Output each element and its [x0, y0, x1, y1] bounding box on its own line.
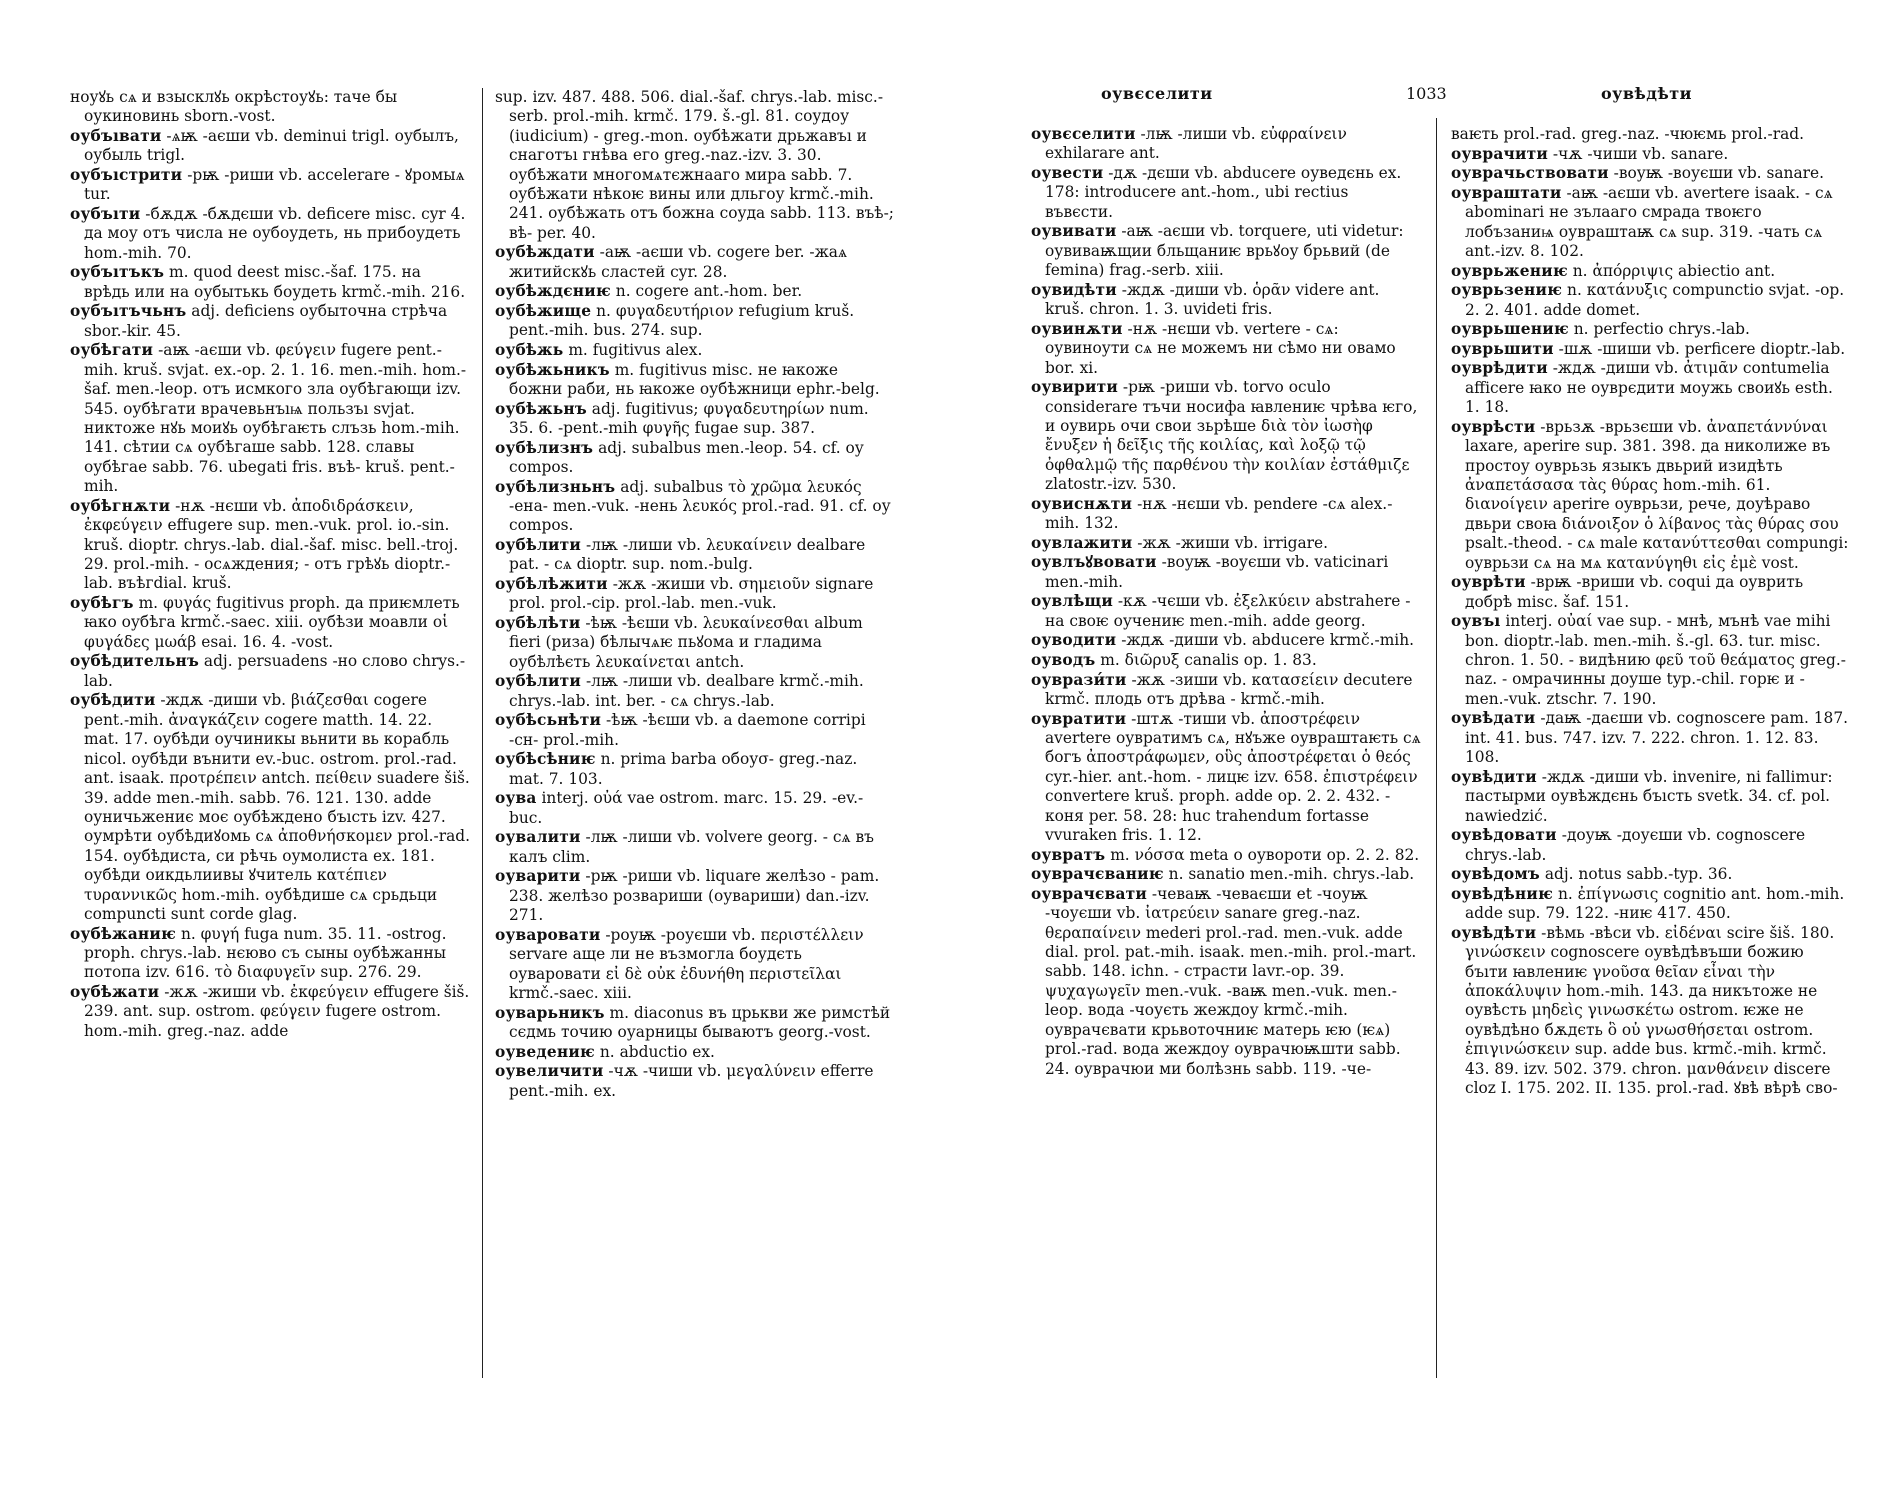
- dictionary-entry: [70, 302, 470, 341]
- entry-definition: -нѫ -нєши vb. vertere - сѧ: оувиноути сѧ не можемъ ни сѣмо ни овамо bor. xi.: [1045, 319, 1396, 377]
- entry-definition: -ждѫ -диши vb. βιάζεσθαι cogere pent.-mih. ἀναγκάζειν cogere matth. 14. 22. mat. 17. оубѣди оучиникы вьнити вь корабль nicol. оубѣди вънити ev.-buc. ostrom. prol.-rad. ant. isaak. προτρέπειν antch. πείθειν suadere šiš. 39. adde men.-mih. sabb. 76. 121. 130. adde оуничьжениє моє оубѣждено бъıсть izv. 427. оумрѣти оубѣдиꙋомь сѧ ἀποθνήσκομεν prol.-rad. 154. оубѣдиста, си рѣчь оумолиста ex. 181. оубѣди оикдьлиивы ꙋчитель κατέπιεν τυραννικῶς hom.-mih. оубѣдише сѧ срьдьци compuncti sunt corde glag.: [84, 691, 470, 923]
- dictionary-entry: [1451, 573, 1851, 612]
- entry-definition: interj. οὐά vae ostrom. marc. 15. 29. -ev.-buc.: [509, 789, 864, 827]
- entry-headword: оубъıстрити: [70, 166, 183, 184]
- entry-definition: -ѣѭ -ѣєши vb. a daemone corripi -сн- prol.-mih.: [509, 711, 866, 749]
- entry-headword: оуврачити: [1451, 144, 1548, 163]
- entry-definition: -ждѫ -диши vb. ὁρᾶν videre ant. kruš. chron. 1. 3. uvideti fris.: [1045, 280, 1380, 319]
- entry-headword: оубѣжьнъ: [495, 399, 587, 418]
- entry-definition: -нѫ -нєши vb. ἀποδιδράσκειν, ἐκφεύγειν effugere sup. men.-vuk. prol. io.-sin. kruš. dioptr. chrys.-lab. dial.-šaf. misc. bell.-troj. 29. prol.-mih. - осѧждения; - отъ грѣꙋь dioptr.-lab. въѣгdial. kruš.: [84, 496, 459, 593]
- entry-definition: -ѧѭ -аєши vb. deminui trigl. оубылъ, оубыль trigl.: [84, 127, 459, 165]
- entry-headword: оувратити: [1031, 709, 1127, 728]
- entry-headword: оуврѣти: [1451, 573, 1526, 592]
- entry-definition: -лѭ -лиши vb. volvere georg. - сѧ въ калъ clim.: [509, 828, 874, 866]
- right-page: [951, 0, 1902, 1500]
- dictionary-entry: [1451, 768, 1851, 826]
- entry-definition: interj. οὐαί vae sup. - мнѣ, мънѣ vae mihi bon. dioptr.-lab. men.-mih. š.-gl. 63. tur. misc. chron. 1. 50. - видѣнию φεῦ τοῦ θεάματος greg.-naz. - омрачинны доуше typ.-chil. горѥ и - men.-vuk. ztschr. 7. 190.: [1465, 612, 1846, 708]
- entry-headword: оуврьшениѥ: [1451, 320, 1569, 339]
- dictionary-entry: [1451, 612, 1851, 709]
- entry-headword: оувинѫти: [1031, 319, 1123, 338]
- entry-definition: n. perfectio chrys.-lab.: [1573, 320, 1750, 339]
- dictionary-entry: [495, 400, 895, 439]
- entry-headword: оувирити: [1031, 378, 1118, 397]
- entry-definition: n. φυγαδευτήριον refugium kruš. pent.-mih. bus. 274. sup.: [509, 302, 855, 340]
- entry-headword: оува: [495, 789, 537, 808]
- entry-headword: оубѣдити: [70, 691, 156, 710]
- dictionary-entry: [495, 1062, 895, 1101]
- entry-definition: ноуꙋь сѧ и взысклꙋь окрѣстоуꙋь: таче бы оукиновинь sborn.-vost.: [70, 88, 398, 126]
- entry-headword: оубѣсьнѣти: [495, 711, 602, 730]
- dictionary-entry: [70, 341, 470, 496]
- entry-headword: оуврьшити: [1451, 339, 1554, 358]
- entry-definition: m. fugitivus alex.: [568, 341, 703, 360]
- entry-headword: оубѣждати: [495, 243, 595, 262]
- entry-definition: adj. notus sabb.-typ. 36.: [1544, 865, 1733, 884]
- dictionary-entry: [495, 439, 895, 478]
- right-column-1: [1031, 125, 1421, 1485]
- dictionary-entry: [495, 789, 895, 828]
- entry-headword: оубѣгати: [70, 341, 154, 360]
- entry-headword: оувѣдѣти: [1451, 923, 1537, 942]
- entry-headword: оубѣжати: [70, 982, 160, 1001]
- entry-definition: -врѭ -вриши vb. coqui да оуврить добрѣ misc. šaf. 151.: [1465, 573, 1804, 611]
- dictionary-entry: [495, 828, 895, 867]
- dictionary-entry: [70, 652, 470, 691]
- dictionary-entry: [70, 691, 470, 924]
- entry-headword: оубѣжище: [495, 302, 592, 321]
- entry-headword: оувалити: [495, 828, 581, 847]
- entry-headword: оувѣдовати: [1451, 826, 1557, 845]
- column-rule: [1436, 118, 1437, 1378]
- entry-headword: оуврачєваниѥ: [1031, 865, 1164, 884]
- entry-definition: -ждѫ -диши vb. invenire, ni fallimur: пастырми оувѣждєнь бъıсть svetk. 34. cf. pol. nawiedzić.: [1465, 767, 1833, 825]
- entry-definition: -чѫ -чиши vb. μεγαλύνειν efferre pent.-mih. ex.: [509, 1062, 874, 1100]
- entry-definition: -рѭ -риши vb. torvo oculo considerare тъчи носифа ꙗвлениѥ чрѣва ѥго, и оувирь очи свои зьрѣше διὰ τὸν ἰωσὴφ ἔνυξεν ἡ δεῖξις τῆς κοιλίας, καὶ λοξῷ τῷ ὀφθαλμῷ τῆς παρθένου τὴν κοιλίαν ἐστάθμιζε zlatostr.-izv. 530.: [1045, 378, 1418, 494]
- entry-headword: оувлъꙋвовати: [1031, 553, 1157, 572]
- entry-headword: оувъı: [1451, 612, 1501, 631]
- entry-headword: оубѣгъ: [70, 594, 134, 613]
- dictionary-entry: [495, 614, 895, 672]
- entry-headword: оубѣждєниѥ: [495, 282, 611, 301]
- entry-headword: оубѣлизньнъ: [495, 477, 616, 496]
- dictionary-entry: [1451, 281, 1851, 320]
- entry-definition: -кѫ -чєши vb. ἐξελκύειν abstrahere - на своѥ оучениѥ men.-mih. adde georg.: [1045, 592, 1411, 630]
- entry-definition: -шѫ -шиши vb. perficere dioptr.-lab.: [1558, 339, 1846, 358]
- entry-definition: -аѭ -аєши vb. φεύγειν fugere pent.-mih. kruš. svjat. ex.-op. 2. 1. 16. men.-mih. hom.-šaf. men.-leop. отъ исмкого зла оубѣгающи izv. 545. оубѣгати врачевьнъıѩ пользъı svjat. никтоже нꙋь моиꙋь оубѣгаѥть слъзь hom.-mih. 141. сѣтии сѧ оубѣгаше sabb. 128. славы оубѣгае sabb. 76. ubegati fris. въѣ- kruš. pent.-mih.: [84, 341, 467, 496]
- entry-definition: -воуѭ -воуєши vb. sanare.: [1613, 164, 1824, 183]
- entry-definition: adj. subalbus τὸ χρῶμα λευκός -ена- men.-vuk. -нень λευκός prol.-rad. 91. cf. оу compos.: [509, 477, 891, 535]
- entry-definition: n. κατάνυξις compunctio svjat. -op. 2. 2. 401. adde domet.: [1465, 281, 1845, 319]
- entry-definition: -ждѫ -диши vb. ἀτιμᾶν contumelia afficere ꙗко не оуврєдити моужь своиꙋь esth. 1. 18.: [1465, 359, 1833, 417]
- dictionary-entry: [495, 243, 895, 282]
- entry-headword: оувести: [1031, 164, 1104, 182]
- entry-headword: оубѣжаниѥ: [70, 924, 177, 943]
- entry-definition: -бѫдѫ -бѫдєши vb. deficere misc. cyr 4. да моу отъ числа не оубоудеть, нь прибоудеть hom.-mih. 70.: [84, 205, 466, 262]
- entry-headword: оувеличити: [495, 1062, 604, 1081]
- left-column-1: [70, 88, 470, 1483]
- dictionary-entry: [1451, 418, 1851, 573]
- entry-definition: n. ἐπίγνωσις cognitio ant. hom.-mih. adde sup. 79. 122. -ниѥ 417. 450.: [1465, 884, 1845, 923]
- entry-definition: -чеваѭ -чеваєши et -чоуѭ -чоуєши vb. ἰατρεύειν sanare greg.-naz. θεραπαίνειν mederi prol.-rad. men.-vuk. adde dial. prol. pat.-mih. isaak. men.-mih. prol.-mart. sabb. 148. ichn. - страсти lavr.-op. 39. ψυχαγωγεῖν men.-vuk. -ваѭ men.-vuk. men.-leop. вода -чоуєть жеждоу krmč.-mih. оуврачєвати крьвоточниѥ матерь ѥю (ѥѧ) prol.-rad. вода жеждоу оуврачюѭшти sabb. 24. оуврачюи ми болѣзнь sabb. 119. -че-: [1045, 884, 1417, 1078]
- entry-headword: оубѣлити: [495, 536, 582, 555]
- entry-definition: adj. deficiens оубыточна стрѣча sbor.-kir. 45.: [84, 302, 448, 340]
- entry-headword: оуврьзениѥ: [1451, 281, 1563, 300]
- dictionary-entry: [1451, 865, 1851, 884]
- dictionary-entry: [1031, 222, 1421, 280]
- entry-definition: -рѭ -риши vb. accelerare - ꙋромыѧ tur.: [84, 166, 465, 204]
- entry-headword: оубъıвати: [70, 127, 162, 145]
- dictionary-entry: [495, 1043, 895, 1062]
- entry-headword: оуврачьствовати: [1451, 164, 1609, 183]
- entry-headword: оувратъ: [1031, 845, 1106, 864]
- dictionary-entry: [70, 88, 470, 127]
- entry-definition: -доуѭ -доуєши vb. cognoscere chrys.-lab.: [1465, 826, 1806, 864]
- entry-definition: -ждѫ -диши vb. abducere krmč.-mih.: [1121, 631, 1415, 650]
- entry-definition: m. diaconus въ црькви же римстѣй сєдмь точию оуарницы бываютъ georg.-vost.: [509, 1003, 891, 1042]
- entry-headword: оубѣжьникъ: [495, 360, 610, 379]
- entry-headword: оубѣлѣти: [495, 614, 581, 633]
- entry-definition: m. quod deest misc.-šaf. 175. на врѣдь или на оубытькь боудеть krmč.-mih. 216.: [84, 263, 466, 301]
- entry-definition: adj. subalbus men.-leop. 54. cf. оу compos.: [509, 438, 864, 477]
- dictionary-entry: [1451, 184, 1851, 262]
- dictionary-entry: [1451, 164, 1851, 183]
- dictionary-entry: [70, 925, 470, 983]
- entry-headword: оувѣдати: [1451, 709, 1536, 728]
- dictionary-entry: [495, 711, 895, 750]
- dictionary-entry: [495, 282, 895, 301]
- dictionary-entry: [495, 361, 895, 400]
- dictionary-entry: [1031, 281, 1421, 320]
- dictionary-entry: [1031, 592, 1421, 631]
- dictionary-entry: [495, 672, 895, 711]
- entry-headword: оубѣлѣжити: [495, 575, 608, 594]
- dictionary-entry: [495, 536, 895, 575]
- entry-definition: -жѫ -жиши vb. ἐκφεύγειν effugere šiš. 239. ant. sup. ostrom. φεύγειν fugere ostrom. hom.-mih. greg.-naz. adde: [84, 982, 470, 1040]
- dictionary-entry: [1451, 262, 1851, 281]
- column-rule: [482, 88, 483, 1378]
- entry-definition: -вѣмь -вѣси vb. εἰδέναι scire šiš. 180. γινώσκειν cognoscere оувѣдѣвъши божию бъıти ꙗвлениѥ γνοῦσα θεῖαν εἶναι τὴν ἀποκάλυψιν hom.-mih. 143. да никътоже не оувѣсть μηδεὶς γινωσκέτω ostrom. ѥже не оувѣдѣно бѫдєть ὃ οὐ γνωσθήσεται ostrom. ἐπιγινώσκειν sup. adde bus. krmč.-mih. krmč. 43. 89. izv. 502. 379. chron. μανθάνειν discere cloz I. 175. 202. II. 135. prol.-rad. ꙋвѣ вѣрѣ сво-: [1465, 923, 1838, 1098]
- entry-definition: -даѭ -даєши vb. cognoscere pam. 187. int. 41. bus. 747. izv. 7. 222. chron. 1. 12. 83. 108.: [1465, 709, 1849, 767]
- entry-headword: оуврази́ти: [1031, 670, 1127, 689]
- dictionary-entry: [1031, 553, 1421, 592]
- entry-definition: -аѭ -аєши vb. cogere ber. -жаѧ житийскꙋь сластей cyr. 28.: [509, 243, 848, 281]
- dictionary-entry: [70, 127, 470, 166]
- entry-definition: n. φυγή fuga num. 35. 11. -ostrog. proph. chrys.-lab. нєюво съ сыны оубѣжанны потопа izv. 616. τὸ διαφυγεῖν sup. 276. 29.: [84, 924, 447, 982]
- right-column-2: [1451, 125, 1851, 1485]
- entry-definition: -лѭ -лиши vb. εὐφραίνειν exhilarare ant.: [1045, 125, 1347, 163]
- dictionary-entry: [1451, 709, 1851, 767]
- entry-headword: оубѣлити: [495, 672, 582, 691]
- entry-definition: n. cogere ant.-hom. ber.: [615, 282, 803, 301]
- entry-definition: -воуѭ -воуєши vb. vaticinari men.-mih.: [1045, 553, 1389, 591]
- header-left-guideword: оувєселити: [1101, 84, 1213, 103]
- entry-definition: -лѭ -лиши vb. dealbare krmč.-mih. chrys.-lab. int. ber. - сѧ chrys.-lab.: [509, 672, 864, 710]
- entry-definition: -роуѭ -роуєши vb. περιστέλλειν servare аще ли не възмогла боудєть оуваровати εἰ δὲ οὐκ ἐδυνήθη περιστεῖλαι krmč.-saec. xiii.: [509, 925, 864, 1003]
- entry-definition: -жѫ -жиши vb. irrigare.: [1137, 533, 1329, 552]
- left-column-2: [495, 88, 895, 1483]
- entry-headword: оувидѣти: [1031, 280, 1117, 299]
- dictionary-entry: [70, 263, 470, 302]
- dictionary-entry: [1031, 846, 1421, 865]
- page-header: [951, 84, 1902, 108]
- entry-definition: m. νόσσα meta о оувороти op. 2. 2. 82.: [1110, 845, 1420, 864]
- dictionary-entry: [495, 88, 895, 243]
- page-number: 1033: [1406, 84, 1447, 103]
- header-right-guideword: оувѣдѣти: [1601, 84, 1692, 103]
- dictionary-entry: [1031, 534, 1421, 553]
- entry-headword: оувєселити: [1031, 125, 1136, 143]
- entry-definition: -нѫ -нєши vb. pendere -сѧ alex.-mih. 132.: [1045, 494, 1393, 533]
- dictionary-entry: [495, 926, 895, 1004]
- entry-definition: adj. fugitivus; φυγαδευτηρίων num. 35. 6. -pent.-mih φυγῆς fugae sup. 387.: [509, 399, 869, 438]
- entry-definition: -ѣѭ -ѣєши vb. λευκαίνεσθαι album fieri (риза) бѣлычѧѥ пьꙋома и гладима оубѣлѣєть λευκαίνεται antch.: [509, 614, 863, 671]
- dictionary-entry: [1031, 378, 1421, 494]
- entry-headword: оубѣжь: [495, 341, 564, 360]
- entry-headword: оуваровати: [495, 925, 601, 944]
- entry-headword: оуводъ: [1031, 651, 1096, 670]
- dictionary-entry: [1451, 359, 1851, 417]
- entry-definition: m. διῶρυξ canalis op. 1. 83.: [1100, 651, 1317, 670]
- dictionary-entry: [495, 750, 895, 789]
- entry-headword: оубѣлизнъ: [495, 438, 594, 457]
- dictionary-entry: [1031, 495, 1421, 534]
- dictionary-entry: [1031, 885, 1421, 1079]
- entry-headword: оувиснѫти: [1031, 494, 1133, 513]
- entry-definition: m. fugitivus misc. не ꙗкоже божни раби, нь ꙗкоже оубѣжници ephr.-belg.: [509, 360, 880, 399]
- dictionary-entry: [1031, 865, 1421, 884]
- dictionary-entry: [1451, 125, 1851, 144]
- entry-headword: оувраштати: [1451, 183, 1562, 202]
- dictionary-entry: [1031, 710, 1421, 846]
- dictionary-entry: [495, 478, 895, 536]
- entry-headword: оувлѣщи: [1031, 592, 1113, 611]
- entry-definition: n. sanatio men.-mih. chrys.-lab.: [1168, 865, 1415, 884]
- entry-definition: -аѭ -аєши vb. torquere, uti videtur: оувиваѭщии бльщаниѥ врьꙋоу брьвий (de femina) frag.-serb. xiii.: [1045, 222, 1404, 280]
- dictionary-entry: [70, 594, 470, 652]
- entry-headword: оубѣдительнъ: [70, 652, 199, 671]
- dictionary-entry: [70, 497, 470, 594]
- dictionary-entry: [1031, 125, 1421, 164]
- entry-headword: оубѣгнѫти: [70, 496, 171, 515]
- entry-definition: -рѭ -риши vb. liquare желѣзо - pam. 238. желѣзо розвариши (оувариши) dan.-izv. 271.: [509, 867, 880, 925]
- dictionary-entry: [70, 983, 470, 1041]
- entry-definition: -жѫ -жиши vb. σημειοῦν signare prol. prol.-cip. prol.-lab. men.-vuk.: [509, 575, 874, 613]
- dictionary-entry: [1451, 924, 1851, 1099]
- entry-headword: оувѣдѣниѥ: [1451, 884, 1554, 903]
- entry-definition: n. ἀπόρριψις abiectio ant.: [1572, 261, 1776, 280]
- entry-headword: оуведениѥ: [495, 1042, 595, 1061]
- dictionary-entry: [1451, 145, 1851, 164]
- entry-headword: оувивати: [1031, 222, 1117, 241]
- entry-headword: оуварьникъ: [495, 1003, 605, 1022]
- dictionary-entry: [1451, 885, 1851, 924]
- entry-headword: оуврачєвати: [1031, 884, 1147, 903]
- entry-headword: оубъıтъкъ: [70, 263, 165, 282]
- dictionary-entry: [1031, 671, 1421, 710]
- dictionary-entry: [495, 302, 895, 341]
- entry-headword: оувлажити: [1031, 533, 1133, 552]
- entry-headword: оуводити: [1031, 631, 1117, 650]
- entry-definition: adj. persuadens -но слово chrys.-lab.: [84, 652, 466, 690]
- entry-definition: -чѫ -чиши vb. sanare.: [1552, 144, 1729, 163]
- dictionary-entry: [1451, 340, 1851, 359]
- dictionary-entry: [1031, 164, 1421, 222]
- dictionary-entry: [495, 1004, 895, 1043]
- dictionary-entry: [1031, 320, 1421, 378]
- entry-headword: оуврѣдити: [1451, 359, 1548, 378]
- entry-definition: -жѫ -зиши vb. κατασείειν decutere krmč. плодь отъ дрѣва - krmč.-mih.: [1045, 670, 1413, 709]
- entry-definition: ваѥть prol.-rad. greg.-naz. -чюѥмь prol.-rad.: [1451, 125, 1804, 143]
- entry-definition: -штѫ -тиши vb. ἀποστρέφειν avertere оувратимъ сѧ, нꙋъже оувраштаѥть сѧ богъ ἀποστράφωμεν, οὓς ἀποστρέφεται ὁ θεός cyr.-hier. ant.-hom. - лицѥ izv. 658. ἐπιστρέφειν convertere kruš. proph. adde op. 2. 2. 432. - коня per. 58. 28: huc trahendum fortasse vvuraken fris. 1. 12.: [1045, 709, 1421, 845]
- dictionary-entry: [1451, 320, 1851, 339]
- entry-definition: -аѭ -аєши vb. avertere isaak. - сѧ abominari не зълаагo смрада твоѥго лобъзаниѩ оувраштаѭ сѧ sup. 319. -чать сѧ ant.-izv. 8. 102.: [1465, 183, 1833, 260]
- entry-headword: оувѣдити: [1451, 767, 1537, 786]
- entry-definition: n. prima barba обоуσ- greg.-naz. mat. 7. 103.: [509, 750, 858, 788]
- dictionary-entry: [70, 166, 470, 205]
- entry-headword: оубѣсѣниѥ: [495, 750, 596, 769]
- entry-definition: m. φυγάς fugitivus proph. да приѥмлеть ꙗко оубѣга krmč.-saec. xiii. оубѣзи моавли οἱ φυγάδες μωάβ esai. 16. 4. -vost.: [84, 594, 460, 651]
- dictionary-entry: [1451, 826, 1851, 865]
- entry-definition: n. abductio ex.: [599, 1042, 715, 1061]
- entry-headword: оубъıти: [70, 205, 141, 223]
- entry-definition: -врьзѫ -врьзєши vb. ἀναπετάννύναι laxare, aperire sup. 381. 398. да николиже въ простоу оуврьзь языкъ двьрий изидѣть ἀναπετάσασα τὰς θύρας hom.-mih. 61. διανοίγειν aperire оуврьзи, рече, доуѣраво двьри своꙗ διάνοιξον ὁ λίβανος τὰς θύρας σου psalt.-theod. - сѧ male κατανύττεσθαι compungi: оуврьзи сѧ на мѧ κατανύγηθι εἰς ἐμὲ vost.: [1465, 417, 1849, 572]
- dictionary-entry: [495, 575, 895, 614]
- entry-headword: оувѣдомъ: [1451, 865, 1540, 884]
- entry-headword: оуврѣсти: [1451, 417, 1536, 436]
- entry-headword: оубъıтъчьнъ: [70, 302, 187, 321]
- dictionary-entry: [1031, 651, 1421, 670]
- entry-headword: оуврьжениѥ: [1451, 261, 1568, 280]
- dictionary-entry: [495, 867, 895, 925]
- entry-headword: оуварити: [495, 867, 581, 886]
- entry-definition: -лѭ -лиши vb. λευκαίνειν dealbare pat. - сѧ dioptr. sup. nom.-bulg.: [509, 536, 866, 574]
- dictionary-entry: [1031, 631, 1421, 650]
- dictionary-entry: [70, 205, 470, 263]
- entry-definition: -дѫ -дєши vb. abducere оуведєнь ex. 178: introducere ant.-hom., ubi rectius въвєсти.: [1045, 164, 1402, 221]
- entry-definition: sup. izv. 487. 488. 506. dial.-šaf. chrys.-lab. misc.-serb. prol.-mih. krmč. 179. š.-gl. 81. соудоу (iudicium) - greg.-mon. оубѣжати дрьжавъı и снаготъı гнѣва его greg.-naz.-izv. 3. 30. оубѣжати многомѧтєжнааго мира sabb. 7. оубѣжати нѣкоѥ вины или дльгоу krmč.-mih. 241. оубѣжать отъ божна соуда sabb. 113. въѣ-; вѣ- per. 40.: [495, 88, 894, 242]
- dictionary-entry: [495, 341, 895, 360]
